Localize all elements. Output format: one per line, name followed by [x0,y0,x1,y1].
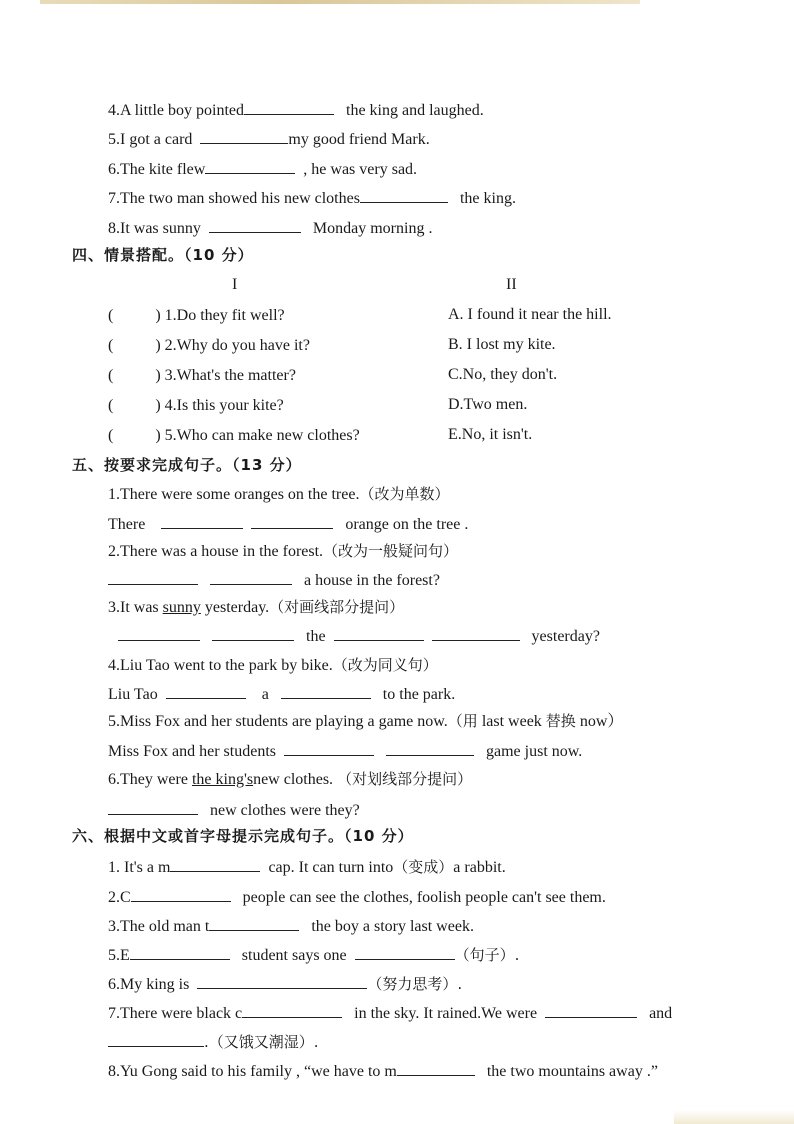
answer-blank[interactable] [197,973,367,989]
p6-q1: 1. It's a m cap. It can turn into（变成）a rabbit. [108,858,506,876]
p5-q1-answer: There orange on the tree . [108,513,468,535]
answer-blank[interactable] [130,944,230,960]
match-q1: ( ) 1.Do they fit well? [108,307,285,324]
p3-q7: 7.The two man showed his new clothes the king. [108,187,516,209]
answer-slot[interactable] [113,305,155,320]
answer-blank[interactable] [170,856,260,872]
match-q4: ( ) 4.Is this your kite? [108,397,284,414]
match-q2: ( ) 2.Why do you have it? [108,337,310,354]
answer-slot[interactable] [113,395,155,410]
part5-title: 五、按要求完成句子。（13 分） [72,456,302,474]
part4-title: 四、情景搭配。（10 分） [72,246,254,264]
match-q5: ( ) 5.Who can make new clothes? [108,427,360,444]
p5-q5: 5.Miss Fox and her students are playing a game now.（用 last week 替换 now） [108,712,624,730]
match-b: B. I lost my kite. [448,336,556,353]
p5-q4-answer: Liu Tao a to the park. [108,683,455,705]
answer-blank[interactable] [108,1031,204,1047]
p3-q4: 4.A little boy pointed the king and laughed. [108,99,484,121]
p5-q6-answer: new clothes were they? [108,799,360,821]
answer-slot[interactable] [113,425,155,440]
answer-blank[interactable] [397,1060,475,1076]
answer-blank[interactable] [205,158,295,174]
p6-q7: 7.There were black c in the sky. It rained.We were and [108,1002,672,1024]
p5-q6: 6.They were the king'snew clothes. （对划线部分提问） [108,770,473,788]
answer-blank[interactable] [242,1002,342,1018]
answer-blank[interactable] [200,128,288,144]
p5-q2-answer: a house in the forest? [108,569,440,591]
answer-slot[interactable] [113,365,155,380]
column-ii-header: II [506,276,517,293]
p6-q5: 5.E student says one （句子）. [108,946,520,964]
answer-blank[interactable] [386,740,474,756]
answer-blank[interactable] [355,944,455,960]
match-a: A. I found it near the hill. [448,306,612,323]
p3-q6: 6.The kite flew , he was very sad. [108,158,417,180]
answer-blank[interactable] [118,625,200,641]
part6-title: 六、根据中文或首字母提示完成句子。（10 分） [72,827,414,845]
answer-slot[interactable] [113,335,155,350]
answer-blank[interactable] [284,740,374,756]
answer-blank[interactable] [212,625,294,641]
answer-blank[interactable] [209,915,299,931]
answer-blank[interactable] [251,513,333,529]
answer-blank[interactable] [432,625,520,641]
answer-blank[interactable] [210,569,292,585]
answer-blank[interactable] [166,683,246,699]
answer-blank[interactable] [360,187,448,203]
p6-q8: 8.Yu Gong said to his family , “we have to m the two mountains away .” [108,1060,658,1082]
answer-blank[interactable] [161,513,243,529]
p5-q3-answer: the yesterday? [118,625,600,647]
answer-blank[interactable] [209,217,301,233]
p5-q4: 4.Liu Tao went to the park by bike.（改为同义句） [108,656,438,674]
answer-blank[interactable] [131,886,231,902]
answer-blank[interactable] [334,625,424,641]
p5-q1: 1.There were some oranges on the tree.（改为单数） [108,485,450,503]
answer-blank[interactable] [244,99,334,115]
p6-q7-cont: .（又饿又潮湿）. [108,1031,319,1053]
paper-bottom-edge [674,1110,794,1124]
p6-q2: 2.C people can see the clothes, foolish people can't see them. [108,886,606,908]
p5-q2: 2.There was a house in the forest.（改为一般疑问句） [108,542,459,560]
answer-blank[interactable] [545,1002,637,1018]
match-q3: ( ) 3.What's the matter? [108,367,296,384]
p3-q5: 5.I got a card my good friend Mark. [108,128,430,150]
paper-top-edge [40,0,640,4]
p3-q8: 8.It was sunny Monday morning . [108,217,432,239]
p5-q5-answer: Miss Fox and her students game just now. [108,740,582,762]
answer-blank[interactable] [281,683,371,699]
p6-q3: 3.The old man t the boy a story last week. [108,915,474,937]
column-i-header: I [232,276,238,293]
p6-q6: 6.My king is （努力思考）. [108,975,463,993]
answer-blank[interactable] [108,799,198,815]
answer-blank[interactable] [108,569,198,585]
match-e: E.No, it isn't. [448,426,533,443]
p5-q3: 3.It was sunny yesterday.（对画线部分提问） [108,598,405,616]
match-c: C.No, they don't. [448,366,558,383]
match-d: D.Two men. [448,396,528,413]
